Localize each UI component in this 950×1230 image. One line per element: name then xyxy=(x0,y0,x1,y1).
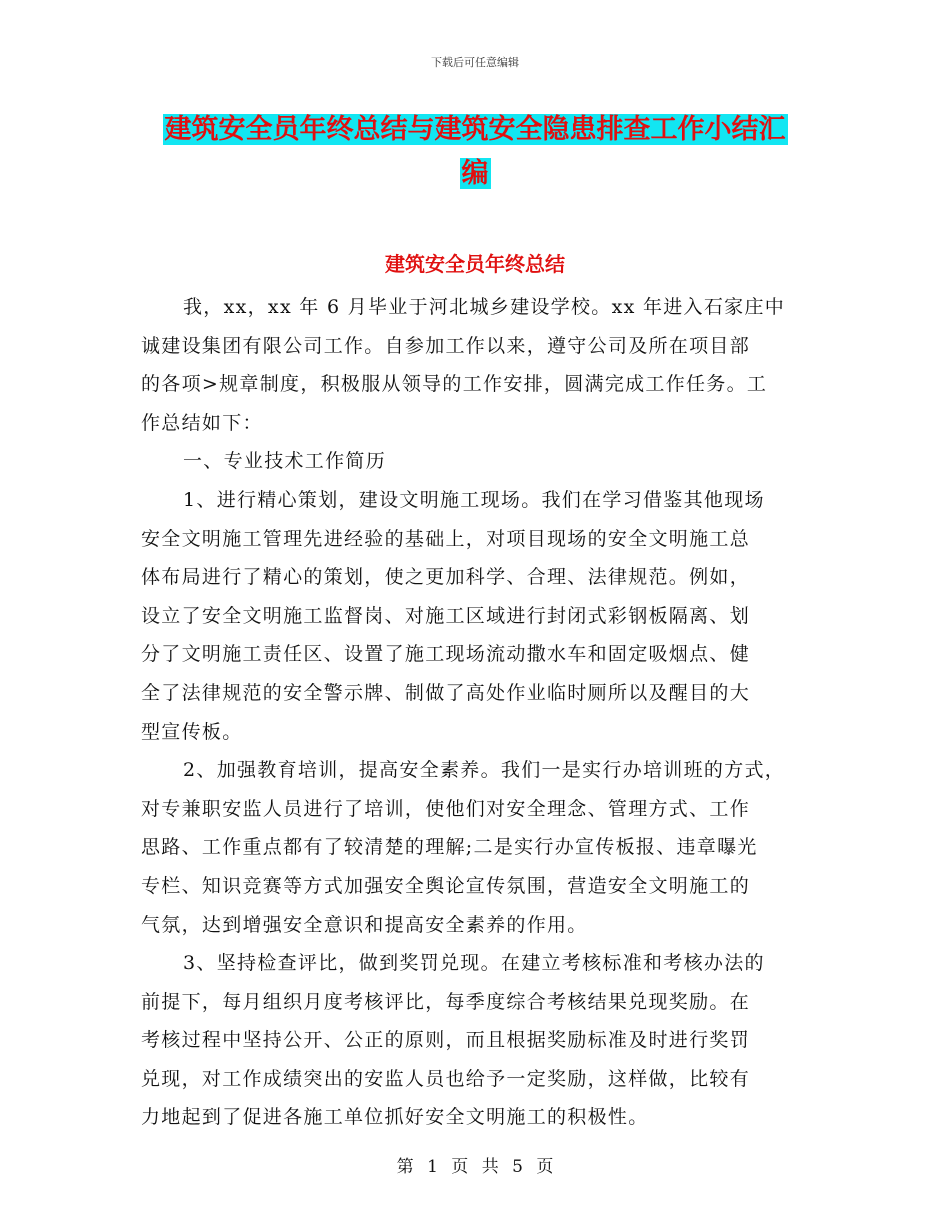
total-page-count: 5 xyxy=(512,1157,523,1177)
paragraph-line: 全了法律规范的安全警示牌、制做了高处作业临时厕所以及醒目的大 xyxy=(141,681,751,704)
footer-di: 第 xyxy=(396,1157,414,1177)
paragraph-line: 1、进行精心策划，建设文明施工现场。我们在学习借鉴其他现场 xyxy=(183,488,765,511)
paragraph-line: 安全文明施工管理先进经验的基础上，对项目现场的安全文明施工总 xyxy=(141,527,751,550)
page-footer xyxy=(0,1152,950,1177)
footer-ye-2: 页 xyxy=(536,1157,554,1177)
paragraph-line: 诚建设集团有限公司工作。自参加工作以来，遵守公司及所在项目部 xyxy=(141,334,751,357)
section-heading: 一、专业技术工作简历 xyxy=(183,450,387,473)
paragraph-line: 我，xx，xx 年 6 月毕业于河北城乡建设学校。xx 年进入石家庄中 xyxy=(183,296,786,318)
paragraph-line: 力地起到了促进各施工单位抓好安全文明施工的积极性。 xyxy=(141,1106,649,1129)
paragraph-line: 兑现，对工作成绩突出的安监人员也给予一定奖励，这样做，比较有 xyxy=(141,1067,751,1090)
paragraph-line: 体布局进行了精心的策划，使之更加科学、合理、法律规范。例如， xyxy=(141,566,751,589)
section-title: 建筑安全员年终总结 xyxy=(385,252,565,276)
paragraph-line: 对专兼职安监人员进行了培训，使他们对安全理念、管理方式、工作 xyxy=(141,797,751,820)
footer-gong: 共 xyxy=(481,1157,499,1177)
paragraph-line: 3、坚持检查评比，做到奖罚兑现。在建立考核标准和考核办法的 xyxy=(183,952,765,975)
paragraph-line: 型宣传板。 xyxy=(141,720,243,743)
document-title xyxy=(0,108,950,196)
paragraph-line: 作总结如下： xyxy=(141,411,263,434)
title-line-1: 建筑安全员年终总结与建筑安全隐患排查工作小结汇 xyxy=(164,114,786,145)
paragraph-line: 思路、工作重点都有了较清楚的理解;二是实行办宣传板报、违章曝光 xyxy=(141,836,758,859)
current-page-number: 1 xyxy=(427,1157,438,1177)
paragraph-line: 前提下，每月组织月度考核评比，每季度综合考核结果兑现奖励。在 xyxy=(141,990,751,1013)
paragraph-line: 专栏、知识竞赛等方式加强安全舆论宣传氛围，营造安全文明施工的 xyxy=(141,874,751,897)
paragraph-line: 气氛，达到增强安全意识和提高安全素养的作用。 xyxy=(141,913,588,936)
footer-ye: 页 xyxy=(451,1157,469,1177)
paragraph-line: 设立了安全文明施工监督岗、对施工区域进行封闭式彩钢板隔离、划 xyxy=(141,604,751,627)
header-note: 下载后可任意编辑 xyxy=(431,56,519,69)
paragraph-line: 2、加强教育培训，提高安全素养。我们一是实行办培训班的方式， xyxy=(183,759,786,782)
body-text xyxy=(141,288,821,1137)
paragraph-line: 考核过程中坚持公开、公正的原则，而且根据奖励标准及时进行奖罚 xyxy=(141,1029,751,1052)
title-line-2: 编 xyxy=(461,158,489,189)
paragraph-line: 分了文明施工责任区、设置了施工现场流动撒水车和固定吸烟点、健 xyxy=(141,643,751,666)
paragraph-line: 的各项>规章制度，积极服从领导的工作安排，圆满完成工作任务。工 xyxy=(141,373,768,396)
